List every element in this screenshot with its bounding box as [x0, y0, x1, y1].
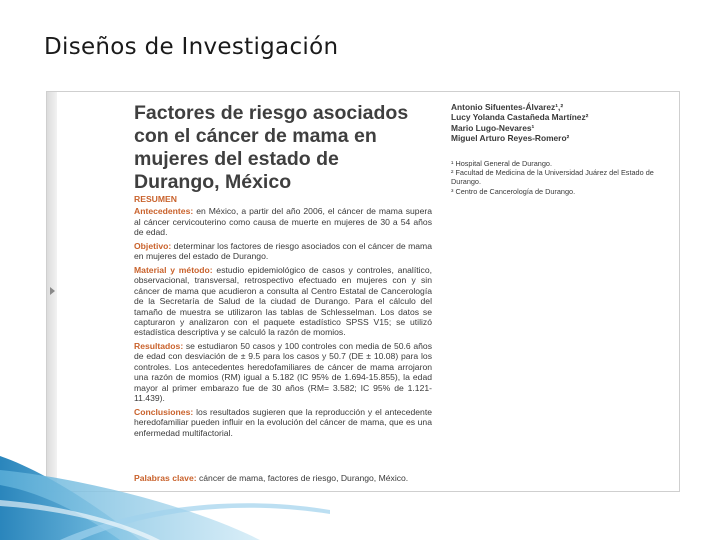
keywords-text: cáncer de mama, factores de riesgo, Durango, México.	[196, 473, 409, 483]
section-text: estudio epidemiológico de casos y controles, analítico, observacional, transversal, retrospectivo efectuado en mujeres con y sin cáncer de mama que acudieron a consulta al Centro Estatal de Cancerología de la Secretaría de Salud de la ciudad de Durango. Para el cálculo del tamaño de muestra se utilizaron las tablas de Schlesselman. Los datos se capturaron y analizaron con el paquete estadístico SPSS V15; se utilizó estadística descriptiva y se calculó la razón de momios.	[134, 264, 432, 338]
keywords-label: Palabras clave:	[134, 473, 197, 483]
author-name: Mario Lugo-Nevares¹	[451, 122, 535, 133]
affiliation: ¹ Hospital General de Durango.	[451, 159, 552, 168]
slide-title: Diseños de Investigación	[44, 34, 339, 60]
section-label: Resultados:	[134, 340, 184, 351]
author-name: Lucy Yolanda Castañeda Martínez²	[451, 112, 589, 123]
affiliation: ² Facultad de Medicina de la Universidad Juárez del Estado de Durango.	[451, 168, 654, 187]
section-text: los resultados sugieren que la reproducción y el antecedente heredofamiliar pueden influir en la evolución del cáncer de mama, que es una enfermedad multifactorial.	[134, 406, 432, 438]
section-text: en México, a partir del año 2006, el cáncer de mama supera al cáncer cervicouterino como causa de muerte en mujeres de 30 a 54 años de edad.	[134, 206, 432, 238]
section-label: Material y método:	[134, 264, 213, 275]
section-text: determinar los factores de riesgo asociados con el cáncer de mama en mujeres del estado de Durango.	[134, 240, 432, 262]
abstract-heading: RESUMEN	[134, 194, 177, 204]
affiliation: ³ Centro de Cancerología de Durango.	[451, 186, 576, 196]
section-label: Antecedentes:	[134, 206, 194, 217]
section-label: Objetivo:	[134, 240, 172, 251]
author-name: Antonio Sifuentes-Álvarez¹,²	[451, 102, 564, 112]
section-text: se estudiaron 50 casos y 100 controles con media de 50.6 años de edad con desviación de ± 9.5 para los casos y 50.7 (DE ± 10.08) para los controles. Los antecedentes heredofamiliares de cáncer de mama arrojaron una razón de momios (RM) igual a 5.182 (IC 95% de 1.694-15.855), la edad mayor al primer embarazo fue de 30 años (RM= 3.582; IC 95% de 1.121-11.439).	[134, 340, 432, 404]
section-label: Conclusiones:	[134, 406, 194, 417]
author-name: Miguel Arturo Reyes-Romero²	[451, 133, 570, 144]
article-title: Factores de riesgo asociados con el cáncer de mama en mujeres del estado de Durango, México	[134, 102, 409, 193]
